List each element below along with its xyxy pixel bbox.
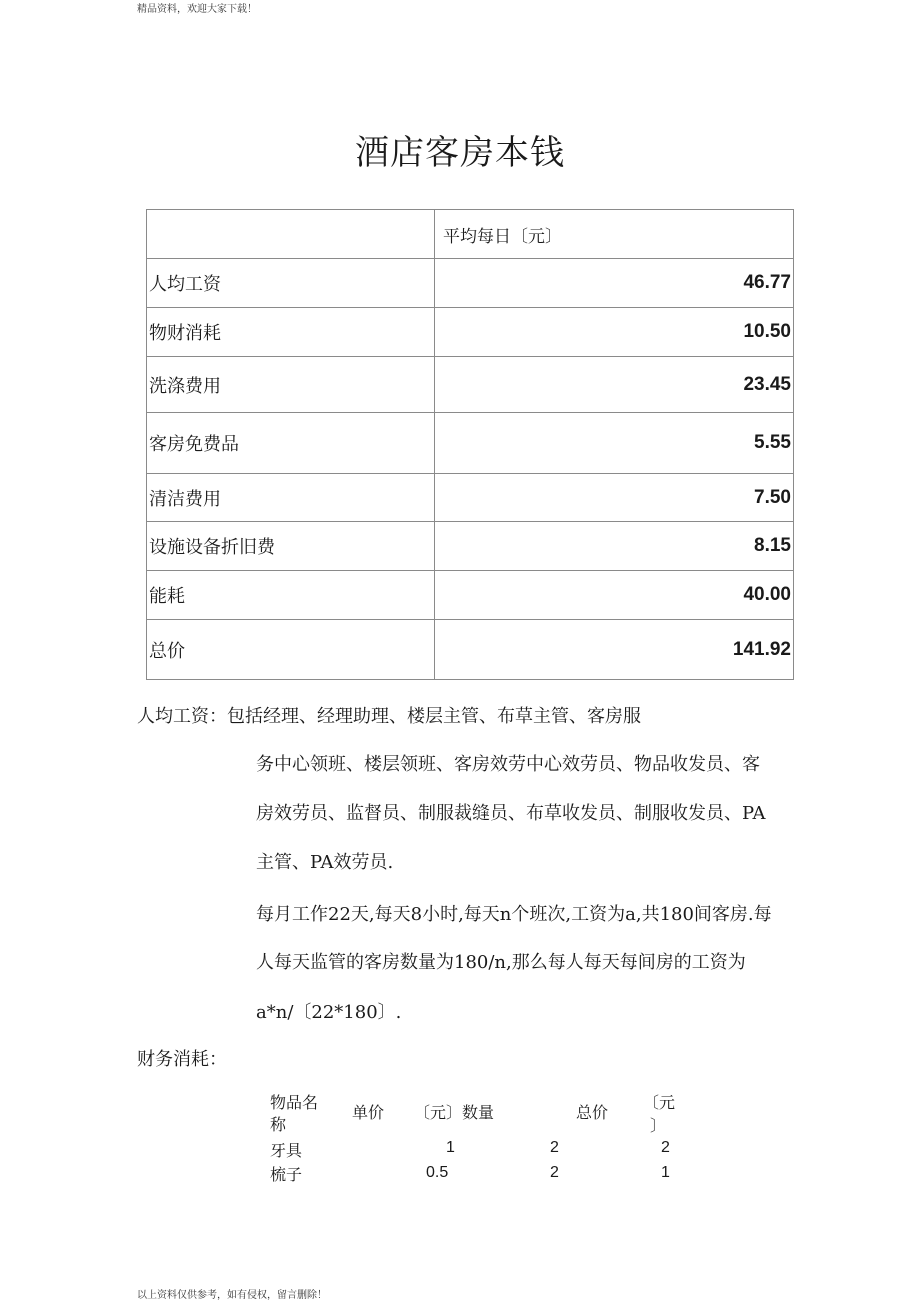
- row-label: 清洁费用: [147, 474, 435, 522]
- row-label: 能耗: [147, 571, 435, 620]
- row-value: 141.92: [435, 620, 794, 680]
- row-value: 7.50: [435, 474, 794, 522]
- material-name: 牙具: [270, 1141, 303, 1160]
- material-qty: 2: [550, 1164, 559, 1181]
- material-name: 梳子: [270, 1165, 303, 1184]
- table-header-cell: 平均每日〔元〕: [435, 210, 794, 259]
- row-label: 洗涤费用: [147, 357, 435, 413]
- header-note: 精品资料，欢迎大家下载！: [137, 4, 257, 15]
- table-header-row: [147, 210, 794, 259]
- material-total: 1: [661, 1164, 670, 1181]
- materials-heading: 财务消耗：: [137, 1049, 227, 1070]
- col-unit-header-close: 〕: [650, 1116, 667, 1135]
- row-value: 5.55: [435, 413, 794, 474]
- wage-line-7: a*n/〔22*180〕.: [256, 1002, 402, 1023]
- wage-line-2: 务中心领班、楼层领班、客房效劳中心效劳员、物品收发员、客: [256, 754, 760, 775]
- material-price: 0.5: [426, 1164, 449, 1181]
- row-label: 总价: [147, 620, 435, 680]
- row-label: 人均工资: [147, 259, 435, 308]
- col-total-header: 总价: [576, 1103, 609, 1122]
- table-row: [147, 413, 794, 474]
- table-corner-cell: [147, 210, 435, 259]
- wage-line-3: 房效劳员、监督员、制服裁缝员、布草收发员、制服收发员、PA: [256, 803, 766, 824]
- row-value: 23.45: [435, 357, 794, 413]
- col-price-header: 单价: [352, 1103, 385, 1122]
- row-label: 客房免费品: [147, 413, 435, 474]
- footer-note: 以上资料仅供参考，如有侵权，留言删除！: [137, 1290, 327, 1301]
- table-row: [147, 308, 794, 357]
- col-qty-header: 〔元〕数量: [414, 1103, 495, 1122]
- material-total: 2: [661, 1139, 670, 1156]
- table-row: [147, 522, 794, 571]
- wage-line-4: 主管、PA效劳员.: [256, 852, 394, 873]
- wage-line-6: 人每天监管的客房数量为180/n,那么每人每天每间房的工资为: [256, 952, 746, 973]
- col-name-header-wrap: 称: [270, 1115, 287, 1134]
- row-label: 设施设备折旧费: [147, 522, 435, 571]
- cost-table: [146, 209, 794, 680]
- table-row: [147, 571, 794, 620]
- row-label: 物财消耗: [147, 308, 435, 357]
- row-value: 10.50: [435, 308, 794, 357]
- table-row: [147, 357, 794, 413]
- table-row: [147, 474, 794, 522]
- wage-line-5: 每月工作22天,每天8小时,每天n个班次,工资为a,共180间客房.每: [256, 904, 772, 925]
- table-row: [147, 259, 794, 308]
- table-row-total: [147, 620, 794, 680]
- page-title: 酒店客房本钱: [355, 133, 565, 173]
- col-unit-header: 〔元: [643, 1093, 676, 1112]
- material-price: 1: [446, 1139, 455, 1156]
- row-value: 8.15: [435, 522, 794, 571]
- col-name-header: 物品名: [270, 1093, 319, 1112]
- row-value: 46.77: [435, 259, 794, 308]
- row-value: 40.00: [435, 571, 794, 620]
- material-qty: 2: [550, 1139, 559, 1156]
- wage-line-1: 人均工资：包括经理、经理助理、楼层主管、布草主管、客房服: [137, 706, 641, 727]
